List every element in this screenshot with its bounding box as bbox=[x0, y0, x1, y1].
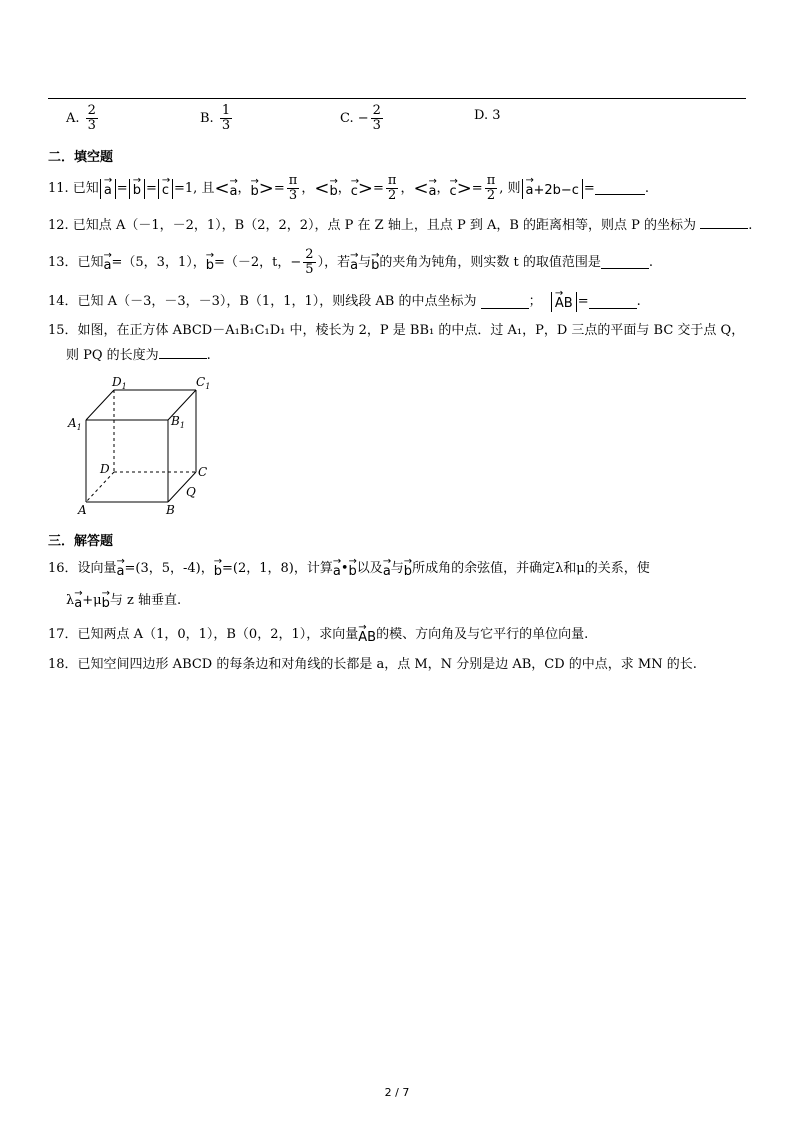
question-16-line1 bbox=[48, 560, 650, 578]
label-d1: $D_1$ bbox=[112, 375, 127, 391]
label-c: C bbox=[198, 465, 208, 479]
angle-bracket-left: < bbox=[413, 177, 429, 199]
q16-line2-tail: 与 z 轴垂直. bbox=[109, 593, 182, 608]
lambda: λ bbox=[66, 593, 75, 608]
choice-b bbox=[200, 104, 234, 133]
vector-c: → c bbox=[450, 180, 457, 198]
answer-blank[interactable] bbox=[481, 296, 529, 309]
q11-eq-one: =1, 且 bbox=[174, 180, 215, 196]
abs-expression bbox=[522, 179, 583, 199]
choice-b-fraction bbox=[220, 104, 232, 133]
abs-c bbox=[158, 179, 173, 199]
angle-bracket-right: > bbox=[456, 177, 472, 199]
top-rule bbox=[48, 98, 746, 99]
choice-d bbox=[474, 108, 501, 123]
frac-num: π bbox=[486, 173, 496, 188]
q11-prefix: 11. 已知 bbox=[48, 180, 99, 196]
angle-bracket-left: < bbox=[314, 177, 330, 199]
vector-c: → c bbox=[351, 180, 358, 198]
vector-a: → a bbox=[230, 180, 238, 198]
angle-bracket-right: > bbox=[258, 177, 274, 199]
frac-den: 2 bbox=[388, 188, 397, 203]
vector-c: → c bbox=[162, 179, 169, 197]
vector-a: → a bbox=[104, 254, 112, 272]
q17-text: 17．已知两点 A（1，0，1），B（0，2，1），求向量 bbox=[48, 627, 359, 642]
abs-ab bbox=[551, 292, 577, 312]
minus-sign: − bbox=[357, 111, 369, 126]
frac-num: 2 bbox=[305, 247, 314, 262]
question-17 bbox=[48, 626, 588, 644]
choice-a bbox=[66, 104, 100, 133]
choice-c-fraction bbox=[371, 104, 383, 133]
q11-then: , 则 bbox=[499, 180, 521, 196]
vector-b: → b bbox=[133, 179, 141, 197]
q13-tail: 的夹角为钝角，则实数 t 的取值范围是 bbox=[379, 254, 601, 270]
eq-sign: = bbox=[583, 180, 595, 196]
q16-b-value: =(2，1，8)，计算 bbox=[222, 561, 333, 576]
choice-c bbox=[340, 104, 385, 133]
label-a1: $A_1$ bbox=[68, 416, 82, 432]
question-12: 12. 已知点 A（－1，－2，1），B（2，2，2），点 P 在 Z 轴上，且点 P 到 A，B 的距离相等，则点 P 的坐标为 . bbox=[48, 218, 753, 233]
angle-bracket-left: < bbox=[214, 177, 230, 199]
dot-operator: • bbox=[340, 561, 349, 576]
q13-b-value: =（－2，t， bbox=[214, 254, 291, 270]
choice-d-value: 3 bbox=[492, 108, 501, 123]
q13-prefix: 13．已知 bbox=[48, 254, 104, 270]
choice-a-fraction bbox=[86, 104, 98, 133]
vector-a: → a bbox=[333, 560, 341, 578]
angle-bracket-right: > bbox=[357, 177, 373, 199]
q14-text: 14．已知 A（－3，－3，－3），B（1，1，1），则线段 AB 的中点坐标为 bbox=[48, 294, 477, 309]
choice-b-label: B. bbox=[200, 111, 214, 126]
vector-a: → a bbox=[350, 254, 358, 272]
q16-mid: 以及 bbox=[356, 561, 383, 576]
question-15-line1: 15．如图，在正方体 ABCD－A₁B₁C₁D₁ 中，棱长为 2，P 是 BB₁ 的中点．过 A₁，P，D 三点的平面与 BC 交于点 Q， bbox=[48, 323, 745, 338]
q15-line2-text: 则 PQ 的长度为 bbox=[66, 348, 159, 363]
answer-blank[interactable] bbox=[159, 346, 207, 359]
q13-a-value: =（5，3，1）， bbox=[111, 254, 206, 270]
vector-expression: → a+2b−c bbox=[526, 179, 579, 197]
eq-sign: = bbox=[116, 180, 128, 196]
label-a: A bbox=[78, 503, 87, 517]
abs-a bbox=[100, 179, 116, 199]
eq-sign: = bbox=[577, 294, 589, 309]
frac-num: 2 bbox=[372, 103, 381, 118]
frac-num: π bbox=[387, 173, 397, 188]
fraction-pi-3 bbox=[287, 174, 300, 203]
question-13: 13．已知 → a =（5，3，1）， → b =（－2，t， − $\frac{2}{5}$ ），若 → a 与 → b 的夹角为钝角，则实数 t 的取值范围是 . bbox=[48, 248, 653, 277]
vector-a: → a bbox=[383, 560, 391, 578]
vector-ab: → AB bbox=[358, 626, 376, 644]
q16-a-value: =(3，5，-4)， bbox=[124, 561, 214, 576]
frac-num: π bbox=[288, 173, 298, 188]
hidden-edge bbox=[86, 472, 114, 502]
answer-blank[interactable] bbox=[589, 296, 637, 309]
label-b: B bbox=[166, 503, 175, 517]
edge bbox=[86, 390, 114, 420]
plus-mu: +μ bbox=[82, 593, 102, 608]
question-11: 11. 已知 → a = → b = → c =1, 且 < → a ， → b > = $\frac{\pi}{3}$ ， < → b ， → c > = $\frac{\pi}{2}$ ， < → a ， → c > = $\frac{\pi}{2}$ , 则 → a+2b−c = . bbox=[48, 174, 649, 203]
q12-text: 12. 已知点 A（－1，－2，1），B（2，2，2），点 P 在 Z 轴上，且点 P 到 A，B 的距离相等，则点 P 的坐标为 bbox=[48, 218, 697, 233]
frac-den: 3 bbox=[288, 188, 298, 203]
label-b1: $B_1$ bbox=[171, 414, 185, 430]
vector-b: → b bbox=[329, 180, 337, 198]
vector-b: → b bbox=[251, 180, 259, 198]
choice-a-label: A. bbox=[66, 111, 80, 126]
answer-blank[interactable] bbox=[601, 256, 649, 269]
cube-figure bbox=[60, 372, 230, 522]
vector-a: → a bbox=[104, 179, 112, 197]
choice-c-label: C. bbox=[340, 111, 354, 126]
frac-den: 5 bbox=[305, 262, 314, 277]
q17-tail: 的模、方向角及与它平行的单位向量. bbox=[376, 627, 589, 642]
vector-b: → b bbox=[214, 560, 222, 578]
vector-a: → a bbox=[74, 592, 82, 610]
question-18: 18．已知空间四边形 ABCD 的每条边和对角线的长都是 a，点 M，N 分别是边 AB，CD 的中点，求 MN 的长. bbox=[48, 657, 697, 672]
frac-num: 1 bbox=[221, 103, 231, 118]
label-c1: $C_1$ bbox=[196, 375, 211, 391]
vector-b: → b bbox=[371, 254, 379, 272]
frac-den: 2 bbox=[486, 188, 496, 203]
frac-den: 3 bbox=[221, 118, 231, 133]
eq-sign: = bbox=[145, 180, 157, 196]
answer-blank[interactable] bbox=[700, 216, 748, 229]
q14-semicolon: ； bbox=[528, 294, 542, 309]
q16-prefix: 16．设向量 bbox=[48, 561, 117, 576]
frac-num: 2 bbox=[87, 103, 96, 118]
q16-tail: 所成角的余弦值，并确定λ和μ的关系，使 bbox=[412, 561, 650, 576]
choice-d-label: D. bbox=[474, 108, 489, 123]
question-16-line2 bbox=[66, 592, 181, 610]
label-q: Q bbox=[186, 485, 196, 499]
question-15-line2: 则 PQ 的长度为 . bbox=[66, 348, 211, 363]
q13-suffix: ），若 bbox=[317, 254, 351, 270]
fraction-2-5 bbox=[303, 248, 315, 277]
fraction-pi-2 bbox=[485, 174, 498, 203]
answer-blank[interactable] bbox=[595, 182, 645, 195]
vector-b: → b bbox=[206, 254, 214, 272]
q13-and: 与 bbox=[358, 254, 372, 270]
q16-and: 与 bbox=[390, 561, 404, 576]
question-14: 14．已知 A（－3，－3，－3），B（1，1，1），则线段 AB 的中点坐标为 ； → AB = . bbox=[48, 292, 641, 312]
vector-b: → b bbox=[349, 560, 357, 578]
frac-den: 3 bbox=[372, 118, 381, 133]
fraction-pi-2 bbox=[386, 174, 399, 203]
abs-b bbox=[129, 179, 145, 199]
vector-b: → b bbox=[102, 592, 110, 610]
vector-ab: → AB bbox=[555, 292, 573, 310]
vector-a: → a bbox=[429, 180, 437, 198]
page-number: 2 / 7 bbox=[384, 1086, 410, 1099]
section-heading-fill-blank: 二．填空题 bbox=[48, 150, 114, 165]
section-heading-answer: 三．解答题 bbox=[48, 534, 114, 549]
label-d: D bbox=[100, 462, 110, 476]
vector-a: → a bbox=[117, 560, 125, 578]
vector-b: → b bbox=[404, 560, 412, 578]
frac-den: 3 bbox=[87, 118, 96, 133]
